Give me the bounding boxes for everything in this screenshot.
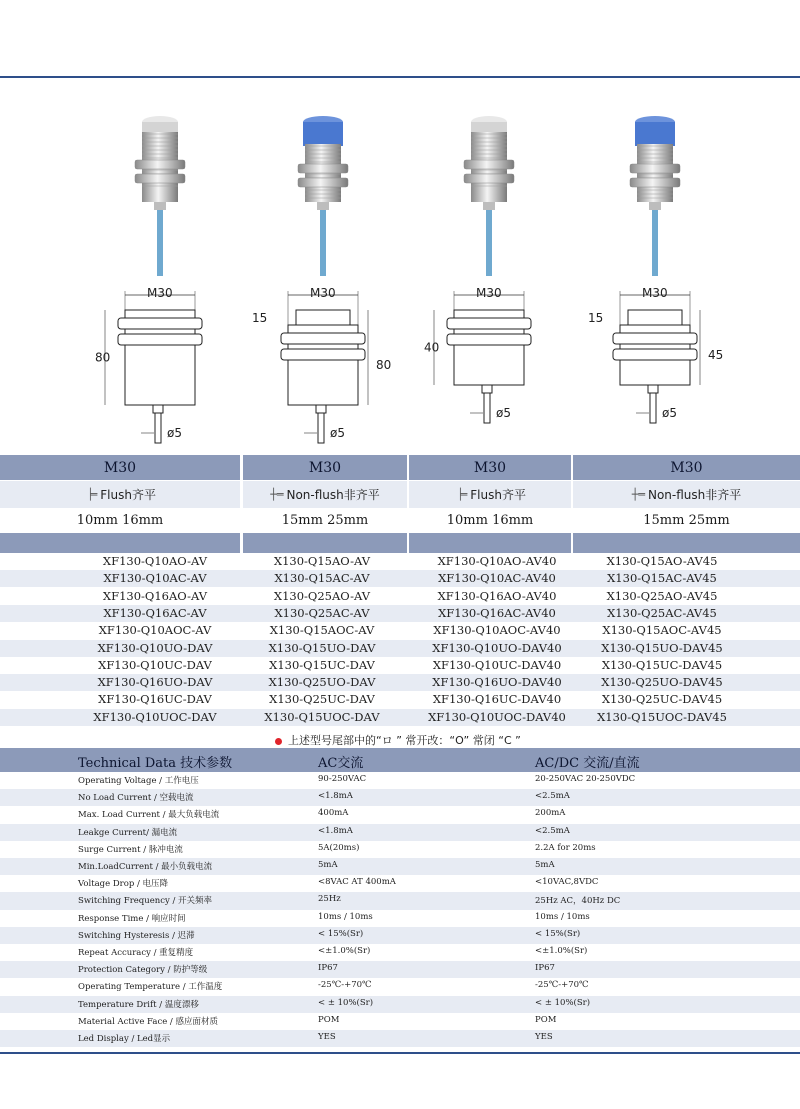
table-row (0, 622, 800, 639)
sensor-icon (615, 112, 695, 277)
tech-acdc: POM (535, 1014, 557, 1025)
tech-param: Min.LoadCurrent / 最小负载电流 (78, 862, 213, 872)
tech-acdc: <2.5mA (535, 825, 570, 836)
model-number: XF130-Q16UO-DAV40 (432, 675, 562, 690)
size-header: M30 (0, 455, 240, 480)
tech-ac: 5A(20ms) (318, 842, 360, 853)
model-number: XF130-Q16AO-AV40 (437, 588, 557, 603)
model-number: X130-Q15AOC-AV45 (602, 623, 722, 638)
size-header: M30 (409, 455, 571, 480)
red-dot-icon (275, 738, 282, 745)
table-row (0, 691, 800, 708)
tech-acdc: IP67 (535, 963, 555, 974)
table-row (0, 875, 800, 892)
model-number: X130-Q25UC-DAV (269, 692, 375, 707)
nonflush-symbol-icon: ┼═ (270, 488, 284, 501)
size-header: M30 (243, 455, 407, 480)
dim-length-label: 40 (424, 340, 440, 355)
sensing-range: 10mm 16mm (0, 508, 240, 532)
model-number: X130-Q15AC-AV (274, 571, 370, 586)
dim-cable-label: ø5 (330, 426, 345, 440)
model-number: X130-Q15AC-AV45 (607, 571, 717, 586)
tech-param: Led Display / Led显示 (78, 1034, 171, 1044)
tech-ac: < ± 10%(Sr) (318, 997, 374, 1008)
mount-type (573, 481, 800, 508)
model-number: XF130-Q16AC-AV (103, 605, 207, 620)
table-row (0, 772, 800, 789)
table-row (0, 944, 800, 961)
header-spacer (573, 533, 800, 553)
tech-ac: <8VAC AT 400mA (318, 877, 396, 888)
dim-cable-label: ø5 (496, 406, 511, 420)
model-number: XF130-Q16AC-AV40 (438, 605, 556, 620)
size-header: M30 (573, 455, 800, 480)
model-number: XF130-Q10AC-AV (103, 571, 207, 586)
tech-acdc: 20-250VAC 20-250VDC (535, 774, 636, 784)
table-row (0, 709, 800, 726)
model-suffix-note: 上述型号尾部中的“ロ ” 常开改：“O” 常闭 “C ” (275, 732, 521, 748)
tech-param: Material Active Face / 感应面材质 (78, 1016, 219, 1027)
tech-acdc: -25℃-+70℃ (535, 980, 589, 991)
tech-param: Response Time / 响应时间 (78, 913, 186, 924)
dim-diameter-label: M30 (310, 286, 336, 300)
table-row (0, 841, 800, 858)
dim-head-label: 15 (252, 311, 268, 325)
model-number: X130-Q15UO-DAV45 (601, 640, 723, 655)
tech-acdc: <2.5mA (535, 791, 570, 802)
model-number: X130-Q15UOC-DAV45 (597, 709, 727, 724)
header-spacer (243, 533, 407, 553)
model-number: X130-Q25UC-DAV45 (601, 692, 723, 707)
header-spacer (0, 533, 240, 553)
model-number: XF130-Q10AO-AV40 (437, 554, 557, 568)
dim-length-label: 80 (376, 358, 392, 372)
model-number: X130-Q25AO-AV45 (606, 588, 718, 603)
tech-acdc: 5mA (535, 860, 555, 870)
tech-param: Operating Temperature / 工作温度 (78, 982, 223, 993)
tech-acdc: 25Hz AC，40Hz DC (535, 896, 621, 907)
dim-length-label: 80 (95, 350, 111, 365)
model-number: XF130-Q16UC-DAV40 (432, 692, 562, 707)
tech-ac: 400mA (318, 808, 349, 819)
model-number: XF130-Q10UO-DAV40 (432, 640, 562, 655)
dim-cable-label: ø5 (167, 426, 182, 440)
sensor-icon (120, 112, 200, 277)
tech-acdc: <±1.0%(Sr) (535, 946, 588, 956)
tech-acdc: 2.2A for 20ms (535, 842, 596, 853)
model-number: X130-Q15UO-DAV (268, 640, 376, 655)
tech-ac: 10ms / 10ms (318, 911, 373, 922)
table-row (0, 588, 800, 605)
dim-diameter-label: M30 (642, 286, 668, 300)
model-number: X130-Q25UO-DAV (268, 675, 376, 690)
table-row (0, 824, 800, 841)
table-row (0, 674, 800, 691)
sensor-photo (615, 112, 695, 277)
tech-acdc: 200mA (535, 808, 566, 819)
model-number: XF130-Q10UC-DAV (98, 657, 212, 672)
tech-ac: 25Hz (318, 894, 341, 905)
tech-param: Max. Load Current / 最大负载电流 (78, 810, 220, 821)
tech-param: Switching Frequency / 开关频率 (78, 896, 213, 907)
sensing-range: 15mm 25mm (573, 508, 800, 532)
model-number: XF130-Q10UO-DAV (97, 640, 213, 655)
tech-ac: YES (318, 1032, 336, 1042)
model-number: X130-Q15AOC-AV (269, 623, 375, 638)
tech-header-param: Technical Data 技术参数 (78, 756, 233, 771)
table-row (0, 961, 800, 978)
tech-acdc: < ± 10%(Sr) (535, 997, 591, 1008)
model-number: X130-Q15UC-DAV (269, 657, 375, 672)
sensor-icon (283, 112, 363, 277)
tech-param: Switching Hysteresis / 迟滞 (78, 930, 195, 941)
tech-param: Leakge Current/ 漏电流 (78, 827, 178, 838)
table-row (0, 892, 800, 909)
dimension-drawing (238, 285, 408, 445)
tech-acdc: <10VAC,8VDC (535, 877, 599, 888)
dim-length-label: 45 (708, 348, 724, 362)
table-row (0, 605, 800, 622)
dim-diameter-label: M30 (147, 286, 173, 300)
tech-param: Operating Voltage / 工作电压 (78, 776, 199, 786)
mount-type-label: Non-flush非齐平 (647, 488, 742, 502)
dim-diameter-label: M30 (476, 286, 502, 300)
table-row (0, 806, 800, 823)
model-number: XF130-Q16UO-DAV (97, 675, 213, 690)
model-number: XF130-Q10AOC-AV (98, 623, 212, 638)
table-row (0, 1013, 800, 1030)
tech-ac: <1.8mA (318, 791, 353, 802)
sensor-photo (283, 112, 363, 277)
table-row (0, 553, 800, 570)
top-rule (0, 76, 800, 78)
dim-head-label: 15 (588, 311, 604, 325)
dimension-drawing (75, 285, 245, 445)
bottom-rule (0, 1052, 800, 1054)
flush-symbol-icon: ▕═ (84, 488, 98, 501)
tech-param: Surge Current / 脉冲电流 (78, 844, 183, 855)
model-number: XF130-Q16AO-AV (102, 588, 208, 603)
mount-type-label: Non-flush非齐平 (286, 488, 380, 502)
tech-acdc: < 15%(Sr) (535, 928, 581, 939)
model-number: XF130-Q10AO-AV (102, 554, 208, 568)
tech-ac: < 15%(Sr) (318, 928, 364, 939)
mount-type-label: Flush齐平 (470, 488, 526, 502)
tech-header-ac: AC交流 (318, 756, 364, 771)
model-number: XF130-Q10UOC-DAV (93, 709, 217, 724)
tech-acdc: YES (535, 1032, 553, 1042)
table-row (0, 1030, 800, 1047)
table-row (0, 978, 800, 995)
sensor-photo (120, 112, 200, 277)
mount-type (243, 481, 407, 508)
tech-param: Temperature Drift / 温度漂移 (78, 999, 199, 1010)
sensor-icon (449, 112, 529, 277)
tech-param: Protection Category / 防护等级 (78, 965, 208, 976)
tech-header-acdc: AC/DC 交流/直流 (535, 756, 640, 771)
flush-symbol-icon: ▕═ (454, 488, 468, 501)
tech-param: Repeat Accuracy / 重复精度 (78, 948, 194, 958)
tech-ac: -25℃-+70℃ (318, 980, 372, 991)
tech-ac: <1.8mA (318, 825, 353, 836)
model-number: XF130-Q10AC-AV40 (438, 571, 556, 586)
table-row (0, 570, 800, 587)
mount-type-label: Flush齐平 (100, 488, 156, 502)
table-row (0, 858, 800, 875)
table-row (0, 640, 800, 657)
model-number: X130-Q25AO-AV (273, 588, 371, 603)
tech-ac: <±1.0%(Sr) (318, 946, 371, 956)
tech-param: Voltage Drop / 电压降 (78, 879, 169, 890)
tech-ac: 5mA (318, 860, 338, 870)
model-number: XF130-Q10AOC-AV40 (433, 623, 561, 638)
model-number: XF130-Q16UC-DAV (98, 692, 212, 707)
model-number: XF130-Q10UOC-DAV40 (428, 709, 566, 724)
tech-table-header (0, 748, 800, 772)
tech-acdc: 10ms / 10ms (535, 911, 590, 922)
header-spacer (409, 533, 571, 553)
table-row (0, 789, 800, 806)
table-row (0, 927, 800, 944)
model-number: X130-Q15AO-AV45 (606, 554, 718, 568)
dimension-drawing (570, 285, 740, 445)
tech-ac: IP67 (318, 963, 338, 974)
model-number: X130-Q15AO-AV (273, 554, 371, 568)
tech-ac: POM (318, 1014, 340, 1025)
model-number: X130-Q25AC-AV45 (607, 605, 717, 620)
mount-type (409, 481, 571, 508)
model-number: X130-Q25UO-DAV45 (601, 675, 723, 690)
mount-type (0, 481, 240, 508)
dimension-drawing (404, 285, 574, 445)
nonflush-symbol-icon: ┼═ (631, 488, 645, 501)
sensing-range: 10mm 16mm (409, 508, 571, 532)
model-number: XF130-Q10UC-DAV40 (432, 657, 562, 672)
model-number: X130-Q15UOC-DAV (264, 709, 380, 724)
table-row (0, 657, 800, 674)
table-row (0, 910, 800, 927)
model-number: X130-Q25AC-AV (274, 605, 370, 620)
tech-param: No Load Current / 空载电流 (78, 793, 194, 804)
table-row (0, 996, 800, 1013)
model-number: X130-Q15UC-DAV45 (601, 657, 723, 672)
sensing-range: 15mm 25mm (243, 508, 407, 532)
sensor-photo (449, 112, 529, 277)
tech-ac: 90-250VAC (318, 774, 367, 784)
dim-cable-label: ø5 (662, 406, 677, 420)
